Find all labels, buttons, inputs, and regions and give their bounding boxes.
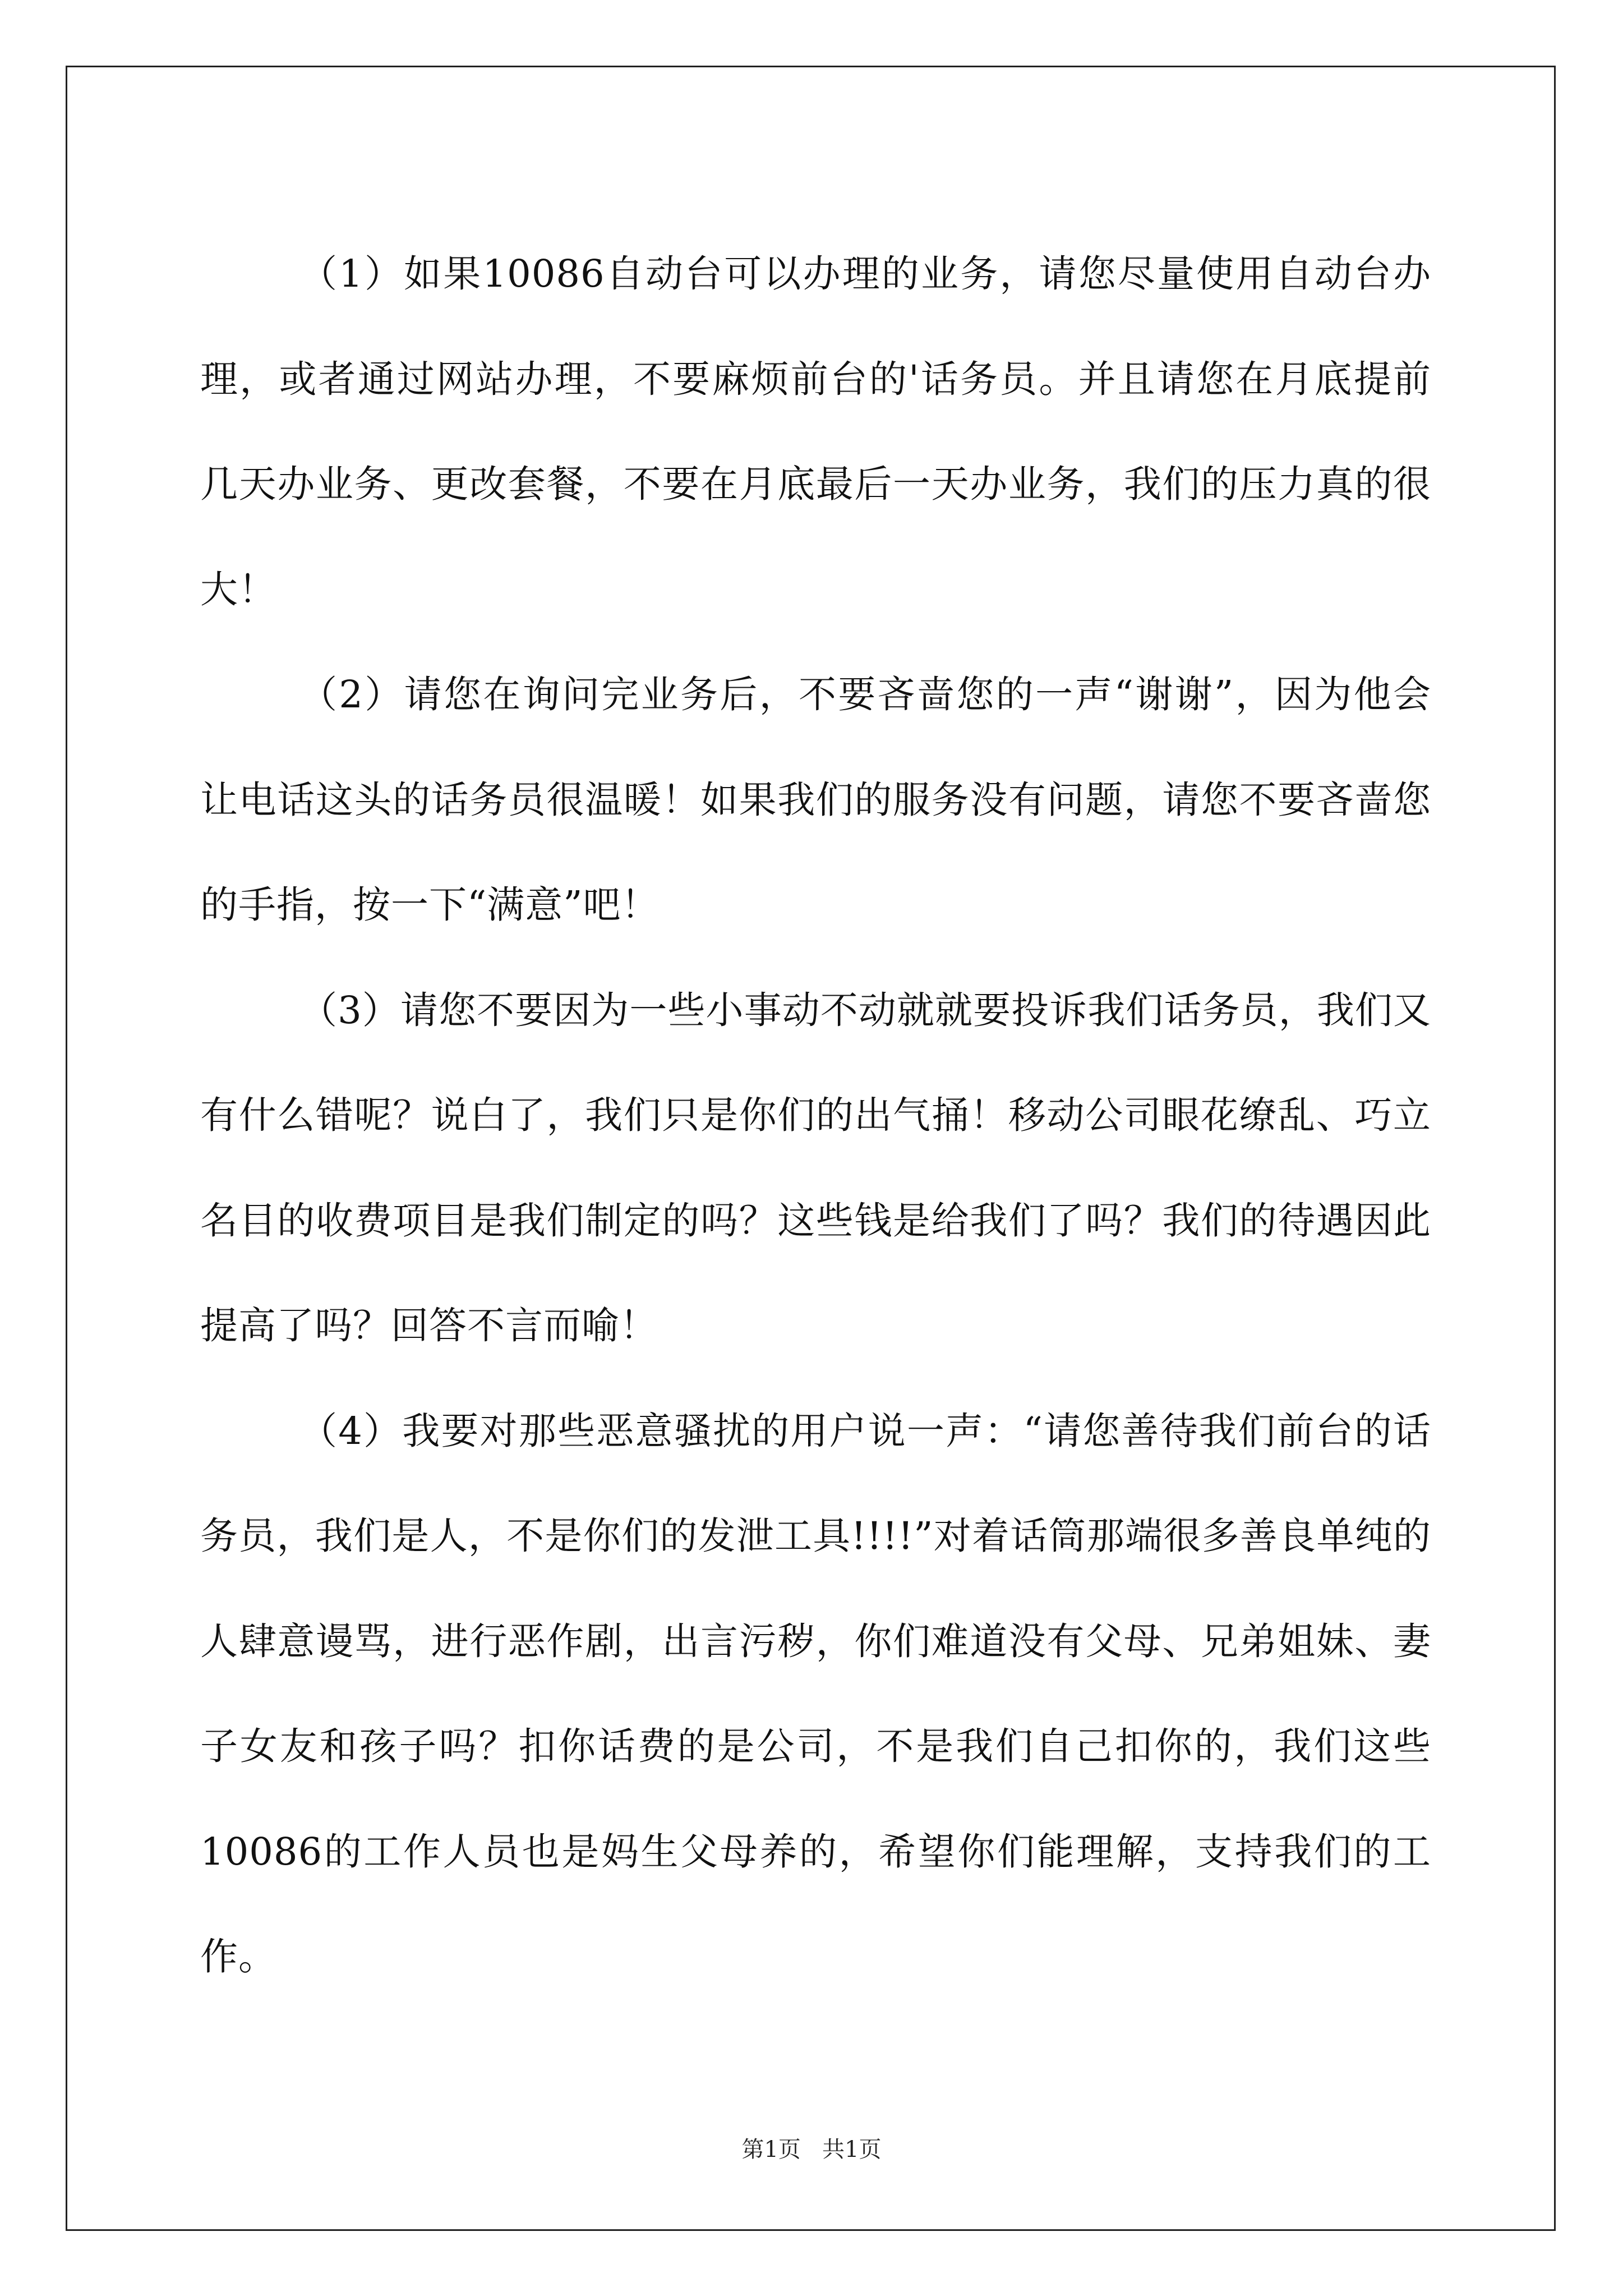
paragraph-4: （4）我要对那些恶意骚扰的用户说一声：“请您善待我们前台的话务员，我们是人，不是你们的发泄工具!!!!”对着话筒那端很多善良单纯的人肆意谩骂，进行恶作剧，出言污秽，你们难道没有父母、兄弟姐妹、妻子女友和孩子吗？扣你话费的是公司，不是我们自己扣你的，我们这些10086的工作人员也是妈生父母养的，希望你们能理解，支持我们的工作。: [200, 1409, 1431, 1978]
paragraph-2: （2）请您在询问完业务后，不要吝啬您的一声“谢谢”，因为他会让电话这头的话务员很温暖！如果我们的服务没有问题，请您不要吝啬您的手指，按一下“满意”吧！: [200, 673, 1431, 927]
document-body: [200, 222, 1431, 2010]
page-number-footer: 第1页 共1页: [741, 2137, 882, 2162]
paragraph-1: （1）如果10086自动台可以办理的业务，请您尽量使用自动台办理，或者通过网站办理，不要麻烦前台的'话务员。并且请您在月底提前几天办业务、更改套餐，不要在月底最后一天办业务，我们的压力真的很大！: [200, 252, 1431, 611]
paragraph-3: （3）请您不要因为一些小事动不动就就要投诉我们话务员，我们又有什么错呢？说白了，我们只是你们的出气捅！移动公司眼花缭乱、巧立名目的收费项目是我们制定的吗？这些钱是给我们了吗？我们的待遇因此提高了吗？回答不言而喻！: [200, 988, 1431, 1347]
